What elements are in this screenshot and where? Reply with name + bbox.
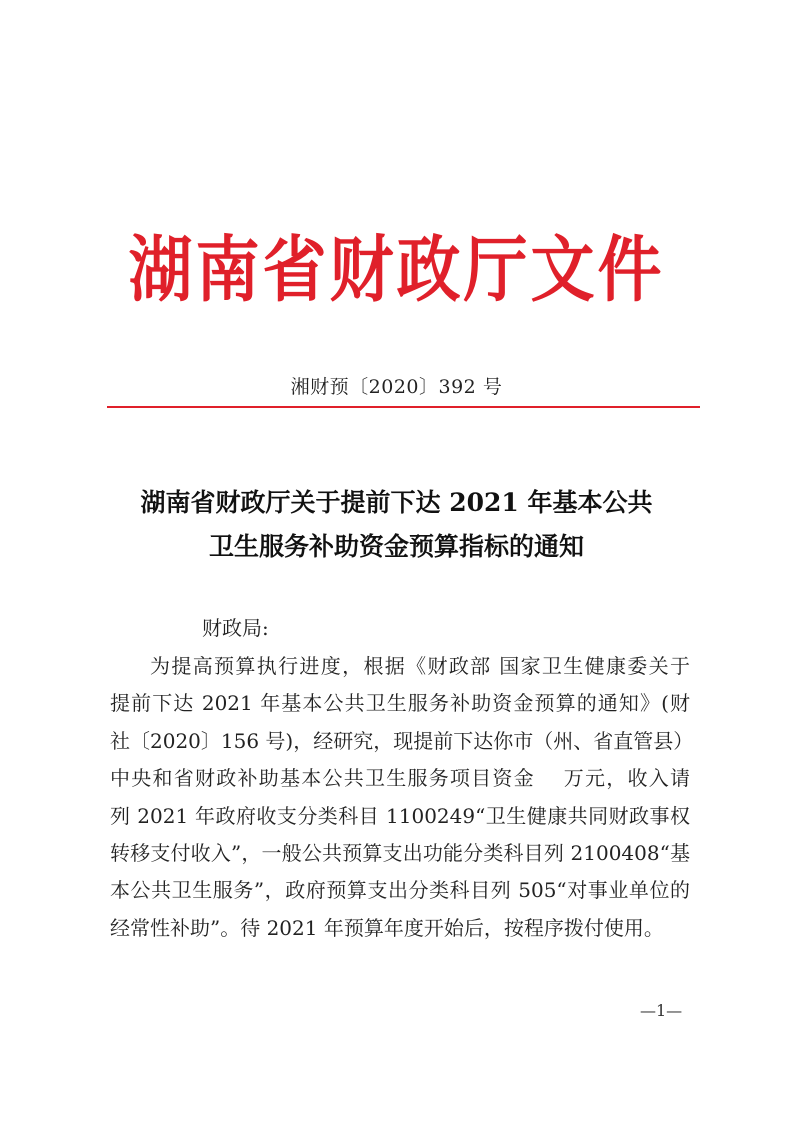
body-line: 为提高预算执行进度，根据《财政部 国家卫生健康委关于 [150, 654, 690, 678]
salutation: 财政局: [202, 616, 269, 640]
title-line-1: 湖南省财政厅关于提前下达 2021 年基本公共 [140, 488, 653, 517]
body-line: 中央和省财政补助基本公共卫生服务项目资金 万元，收入请 [110, 766, 690, 791]
body-paragraph [110, 648, 694, 947]
page-number: —1— [640, 1001, 683, 1020]
body-line: 本公共卫生服务”，政府预算支出分类科目列 505“对事业单位的 [110, 878, 690, 903]
body-line: 社〔2020〕156 号)，经研究，现提前下达你市（州、省直管县） [110, 728, 694, 753]
title-line-2: 卫生服务补助资金预算指标的通知 [208, 532, 584, 561]
body-line: 列 2021 年政府收支分类科目 1100249“卫生健康共同财政事权 [110, 803, 690, 828]
document-title [80, 481, 713, 569]
document-number: 湘财预〔2020〕392 号 [290, 376, 503, 398]
body-line: 经常性补助”。待 2021 年预算年度开始后，按程序拨付使用。 [110, 915, 664, 940]
document-masthead: 湖南省财政厅文件 [128, 228, 665, 313]
body-line: 提前下达 2021 年基本公共卫生服务补助资金预算的通知》(财 [110, 691, 690, 716]
red-divider-line [107, 406, 700, 408]
body-line: 转移支付收入”，一般公共预算支出功能分类科目列 2100408“基 [110, 840, 690, 865]
